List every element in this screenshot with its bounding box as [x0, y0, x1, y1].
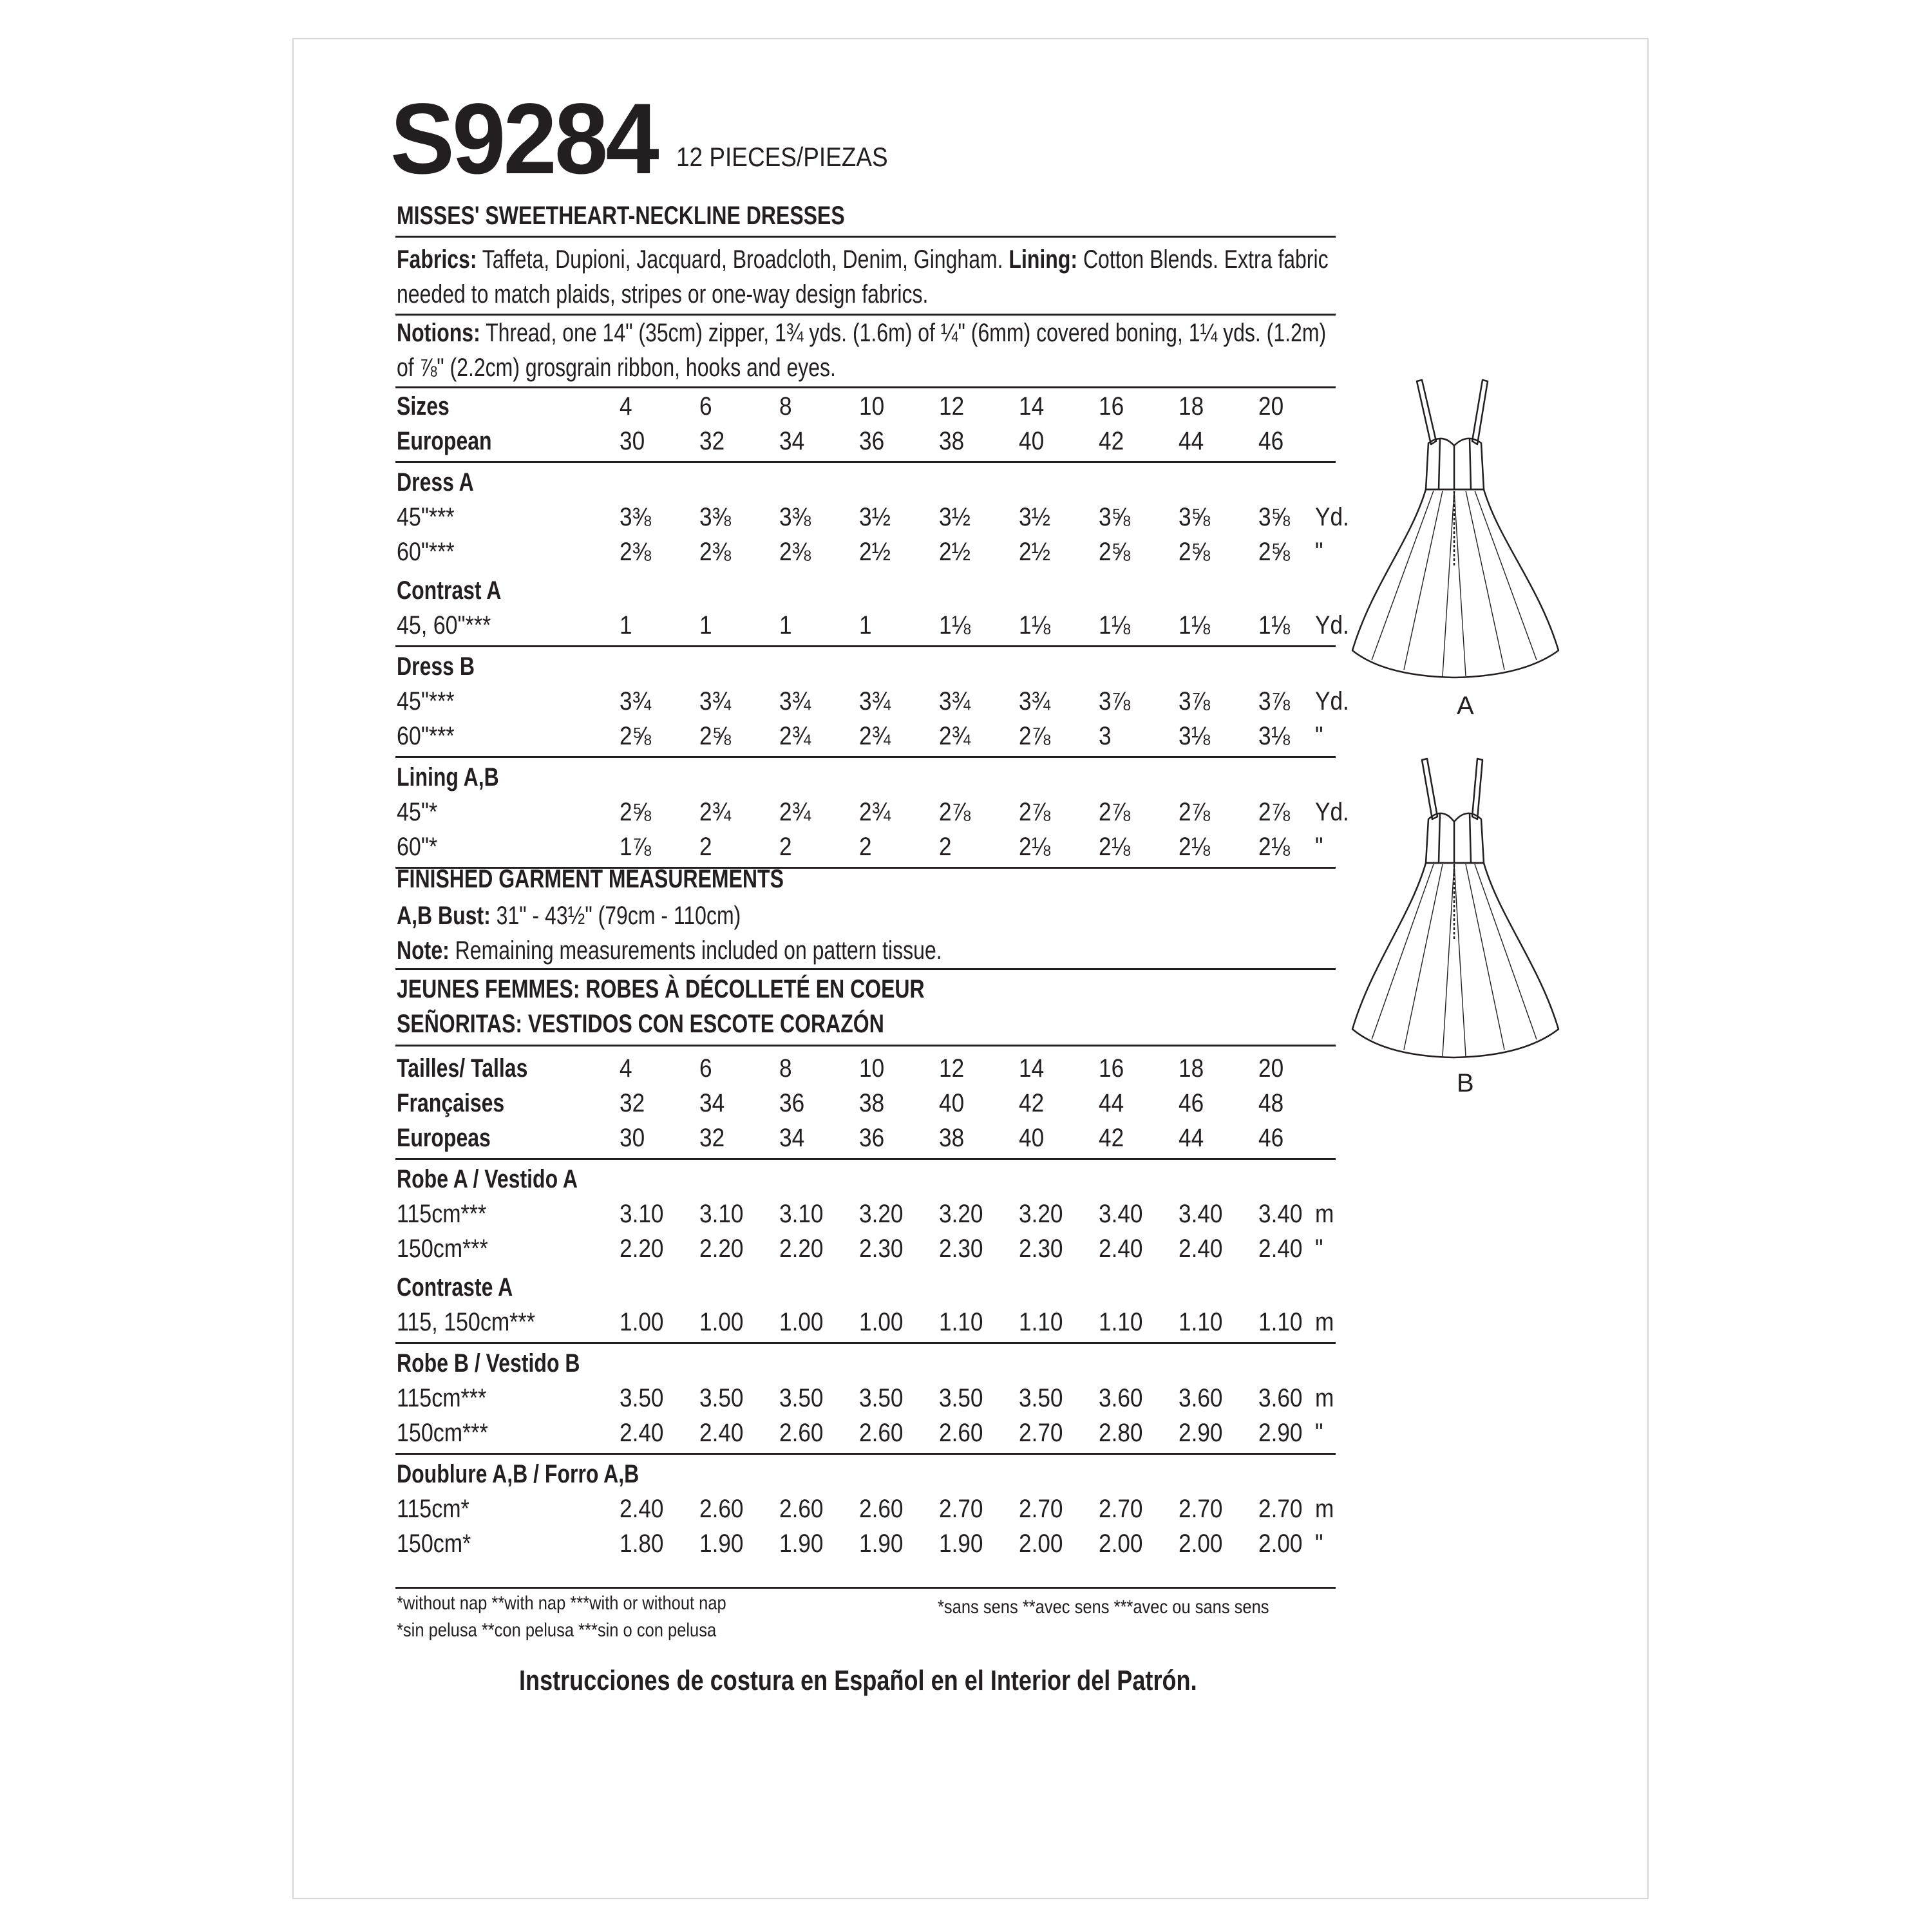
table-cell: 10: [859, 392, 885, 421]
group-title-label: Lining A,B: [397, 763, 499, 791]
unit-label: ": [1315, 1419, 1323, 1447]
divider: [395, 645, 1336, 647]
table-cell: 3⅜: [620, 503, 651, 531]
table-cell: 44: [1099, 1089, 1124, 1117]
table-cell: 2.40: [620, 1495, 664, 1523]
fabrics-paragraph: [397, 242, 1345, 312]
table-row-label: 45"*: [397, 798, 438, 826]
table-cell: 36: [859, 1124, 885, 1152]
lining-label: Lining:: [1009, 245, 1078, 274]
table-cell: 2⅞: [1099, 798, 1130, 826]
table-cell: 2⅝: [1179, 538, 1210, 566]
table-cell: 1⅛: [939, 611, 971, 639]
table-cell: 3.50: [620, 1384, 664, 1412]
table-cell: 3⅜: [699, 503, 731, 531]
table-cell: 46: [1179, 1089, 1204, 1117]
unit-label: Yd.: [1315, 611, 1349, 639]
table-cell: 2.60: [939, 1419, 983, 1447]
footnote-spanish: *sin pelusa **con pelusa ***sin o con pelusa: [397, 1620, 717, 1641]
table-cell: 1.90: [779, 1530, 824, 1558]
unit-label: m: [1315, 1495, 1334, 1523]
table-cell: 14: [1019, 392, 1045, 421]
table-row-label: 150cm***: [397, 1419, 488, 1447]
unit-label: m: [1315, 1384, 1334, 1412]
pattern-title: MISSES' SWEETHEART-NECKLINE DRESSES: [397, 202, 845, 230]
table-cell: 1.10: [1258, 1308, 1303, 1336]
table-cell: 2½: [859, 538, 891, 566]
table-row-label: 115cm***: [397, 1384, 487, 1412]
table-cell: 38: [939, 1124, 965, 1152]
table-cell: 34: [779, 1124, 805, 1152]
group-title-label: Robe B / Vestido B: [397, 1349, 580, 1378]
table-cell: 30: [620, 427, 645, 455]
table-cell: 42: [1099, 1124, 1124, 1152]
table-row: [397, 1416, 1337, 1450]
table-cell: 1.80: [620, 1530, 664, 1558]
table-cell: 12: [939, 1054, 965, 1083]
table-row: [397, 1492, 1337, 1526]
notions-paragraph: [397, 316, 1340, 385]
table-cell: 3.20: [859, 1200, 904, 1228]
table-cell: 8: [779, 1054, 792, 1083]
table-cell: 2.00: [1099, 1530, 1143, 1558]
table-cell: 36: [859, 427, 885, 455]
table-cell: 1.00: [699, 1308, 744, 1336]
table-cell: 2¾: [699, 798, 731, 826]
unit-label: Yd.: [1315, 687, 1349, 715]
spanish-instructions-note: Instrucciones de costura en Español en el Interior del Patrón.: [519, 1665, 1197, 1696]
table-row: [397, 608, 1349, 643]
divider: [395, 1587, 1336, 1589]
unit-label: m: [1315, 1308, 1334, 1336]
table-row: [397, 1381, 1337, 1416]
tailles-row: [397, 1051, 1337, 1086]
dress-view-a-illustration: [1346, 374, 1565, 683]
table-cell: 44: [1179, 427, 1204, 455]
table-cell: 1: [859, 611, 872, 639]
francaises-row-label: Françaises: [397, 1089, 505, 1117]
table-cell: 3⅝: [1258, 503, 1290, 531]
divider: [395, 1453, 1336, 1455]
table-cell: 3.10: [620, 1200, 664, 1228]
group-title: [397, 465, 1337, 500]
table-cell: 2: [779, 833, 792, 861]
table-cell: 1.10: [1099, 1308, 1143, 1336]
unit-label: ": [1315, 1235, 1323, 1263]
group-title: [397, 1270, 1337, 1305]
group-title: [397, 649, 1337, 684]
table-row-label: 45"***: [397, 687, 455, 715]
group-title: [397, 760, 1337, 795]
table-cell: 1: [620, 611, 632, 639]
table-cell: 38: [859, 1089, 885, 1117]
table-cell: 2.40: [1179, 1235, 1223, 1263]
view-a-label: A: [1457, 692, 1474, 720]
table-cell: 3⅜: [779, 503, 811, 531]
francaises-row: [397, 1086, 1337, 1121]
table-cell: 1.10: [1019, 1308, 1063, 1336]
table-cell: 4: [620, 1054, 632, 1083]
table-cell: 1.10: [1179, 1308, 1223, 1336]
table-row: [397, 535, 1337, 569]
notions-text: Thread, one 14" (35cm) zipper, 1¾ yds. (1.6m) of ¼" (6mm) covered boning, 1¼ yds. (1.2m) of ⅞" (2.2cm) grosgrain ribbon, hooks and eyes.: [397, 319, 1327, 382]
unit-label: ": [1315, 1530, 1323, 1558]
table-cell: 2.70: [1019, 1419, 1063, 1447]
table-cell: 1.00: [620, 1308, 664, 1336]
table-row-label: 115, 150cm***: [397, 1308, 535, 1336]
unit-label: Yd.: [1315, 798, 1349, 826]
fabrics-label: Fabrics:: [397, 245, 477, 274]
group-title-label: Contrast A: [397, 576, 502, 605]
table-cell: 20: [1258, 1054, 1284, 1083]
table-cell: 2.60: [779, 1495, 824, 1523]
table-cell: 2.70: [939, 1495, 983, 1523]
pattern-number: S9284: [390, 83, 657, 195]
table-cell: 3.50: [779, 1384, 824, 1412]
table-cell: 2.30: [1019, 1235, 1063, 1263]
table-row: [397, 719, 1337, 753]
table-cell: 3: [1099, 722, 1112, 750]
group-title: [397, 1457, 1337, 1492]
table-cell: 2⅛: [1258, 833, 1290, 861]
table-cell: 3⅛: [1258, 722, 1290, 750]
table-cell: 2.40: [1258, 1235, 1303, 1263]
table-cell: 2.70: [1179, 1495, 1223, 1523]
unit-label: m: [1315, 1200, 1334, 1228]
table-row-label: 115cm***: [397, 1200, 487, 1228]
table-cell: 2.70: [1099, 1495, 1143, 1523]
table-cell: 2½: [939, 538, 971, 566]
table-cell: 3¾: [939, 687, 971, 715]
measurement-note: [397, 933, 1324, 968]
table-cell: 2.60: [859, 1495, 904, 1523]
table-cell: 2¾: [939, 722, 971, 750]
table-cell: 2.40: [620, 1419, 664, 1447]
table-cell: 1.90: [859, 1530, 904, 1558]
finished-measurements-title: FINISHED GARMENT MEASUREMENTS: [397, 865, 784, 893]
table-cell: 2⅜: [620, 538, 651, 566]
table-cell: 2.70: [1019, 1495, 1063, 1523]
table-cell: 3.20: [939, 1200, 983, 1228]
table-cell: 3¾: [779, 687, 811, 715]
table-cell: 1⅛: [1258, 611, 1290, 639]
table-cell: 2⅛: [1179, 833, 1210, 861]
bust-text: 31" - 43½" (79cm - 110cm): [490, 902, 741, 930]
table-cell: 3.50: [699, 1384, 744, 1412]
table-cell: 30: [620, 1124, 645, 1152]
view-b-label: B: [1457, 1069, 1474, 1097]
table-cell: 14: [1019, 1054, 1045, 1083]
table-cell: 3.20: [1019, 1200, 1063, 1228]
note-text: Remaining measurements included on pattern tissue.: [449, 936, 942, 965]
table-cell: 3¾: [620, 687, 651, 715]
table-cell: 2¾: [779, 722, 811, 750]
table-cell: 10: [859, 1054, 885, 1083]
table-cell: 2: [699, 833, 712, 861]
europeas-row-label: Europeas: [397, 1124, 491, 1152]
table-row-label: 45, 60"***: [397, 611, 491, 639]
table-cell: 2: [859, 833, 872, 861]
divider: [395, 461, 1336, 463]
french-title: JEUNES FEMMES: ROBES À DÉCOLLETÉ EN COEUR: [397, 975, 925, 1003]
table-cell: 2⅝: [699, 722, 731, 750]
table-cell: 1.90: [939, 1530, 983, 1558]
table-cell: 2.30: [859, 1235, 904, 1263]
divider: [395, 756, 1336, 758]
note-label: Note:: [397, 936, 450, 965]
footnote-french: *sans sens **avec sens ***avec ou sans sens: [938, 1596, 1269, 1618]
table-row: [397, 795, 1349, 829]
table-cell: 42: [1099, 427, 1124, 455]
table-cell: 3⅞: [1258, 687, 1290, 715]
table-cell: 2.30: [939, 1235, 983, 1263]
table-cell: 2⅝: [1258, 538, 1290, 566]
table-cell: 6: [699, 392, 712, 421]
table-cell: 16: [1099, 392, 1124, 421]
table-cell: 44: [1179, 1124, 1204, 1152]
table-row: [397, 1305, 1337, 1340]
table-cell: 3¾: [699, 687, 731, 715]
piece-count: 12 PIECES/PIEZAS: [676, 142, 888, 172]
table-cell: 2⅞: [939, 798, 971, 826]
table-row-label: 45"***: [397, 503, 455, 531]
table-cell: 3.60: [1258, 1384, 1303, 1412]
dress-view-b-illustration: [1346, 752, 1565, 1061]
table-cell: 2.90: [1179, 1419, 1223, 1447]
table-cell: 2⅝: [1099, 538, 1130, 566]
european-row-label: European: [397, 427, 492, 455]
table-row-label: 115cm*: [397, 1495, 469, 1523]
table-row: [397, 500, 1349, 535]
table-cell: 48: [1258, 1089, 1284, 1117]
table-cell: 3.10: [779, 1200, 824, 1228]
table-cell: 2.90: [1258, 1419, 1303, 1447]
table-cell: 3⅝: [1099, 503, 1130, 531]
table-cell: 6: [699, 1054, 712, 1083]
table-cell: 40: [939, 1089, 965, 1117]
table-row-label: 60"***: [397, 722, 455, 750]
table-cell: 2.40: [1099, 1235, 1143, 1263]
table-row: [397, 1526, 1337, 1561]
lining-text: Cotton Blends. Extra fabric needed to match plaids, stripes or one-way design fabrics.: [397, 245, 1329, 308]
table-cell: 2.00: [1258, 1530, 1303, 1558]
table-cell: 2¾: [779, 798, 811, 826]
table-cell: 1⅛: [1179, 611, 1210, 639]
unit-label: ": [1315, 538, 1323, 566]
table-cell: 3⅞: [1099, 687, 1130, 715]
table-cell: 2.20: [620, 1235, 664, 1263]
table-row: [397, 1197, 1337, 1231]
table-cell: 1⅞: [620, 833, 651, 861]
table-cell: 2.70: [1258, 1495, 1303, 1523]
table-cell: 1⅛: [1019, 611, 1050, 639]
table-cell: 3.60: [1099, 1384, 1143, 1412]
table-cell: 3.50: [1019, 1384, 1063, 1412]
table-cell: 2: [939, 833, 952, 861]
bust-label: A,B Bust:: [397, 902, 491, 930]
table-row-label: 150cm***: [397, 1235, 488, 1263]
table-cell: 34: [779, 427, 805, 455]
table-cell: 3⅛: [1179, 722, 1210, 750]
table-cell: 2.00: [1019, 1530, 1063, 1558]
group-title-label: Dress B: [397, 652, 475, 681]
unit-label: Yd.: [1315, 503, 1349, 531]
table-cell: 3¾: [859, 687, 891, 715]
table-row-label: 60"***: [397, 538, 455, 566]
table-cell: 38: [939, 427, 965, 455]
table-cell: 1: [699, 611, 712, 639]
table-cell: 18: [1179, 392, 1204, 421]
table-cell: 2⅝: [620, 722, 651, 750]
divider: [395, 1342, 1336, 1344]
unit-label: ": [1315, 833, 1323, 861]
table-cell: 34: [699, 1089, 725, 1117]
table-cell: 46: [1258, 427, 1284, 455]
table-cell: 1.90: [699, 1530, 744, 1558]
table-cell: 2.20: [699, 1235, 744, 1263]
table-cell: 2.40: [699, 1419, 744, 1447]
table-cell: 3⅝: [1179, 503, 1210, 531]
divider: [395, 1158, 1336, 1160]
divider: [395, 386, 1336, 388]
table-cell: 20: [1258, 392, 1284, 421]
group-title: [397, 1346, 1337, 1381]
european-row: [397, 424, 1337, 459]
table-cell: 2¾: [859, 798, 891, 826]
table-cell: 46: [1258, 1124, 1284, 1152]
unit-label: ": [1315, 722, 1323, 750]
table-cell: 3.50: [859, 1384, 904, 1412]
bust-measurement: [397, 898, 1324, 933]
table-cell: 2⅛: [1099, 833, 1130, 861]
table-cell: 3.50: [939, 1384, 983, 1412]
table-row-label: 150cm*: [397, 1530, 471, 1558]
table-cell: 40: [1019, 1124, 1045, 1152]
table-cell: 1: [779, 611, 792, 639]
table-cell: 2.60: [859, 1419, 904, 1447]
group-title: [397, 1162, 1337, 1197]
divider: [395, 968, 1336, 970]
table-cell: 32: [620, 1089, 645, 1117]
table-cell: 2.60: [779, 1419, 824, 1447]
table-cell: 2.60: [699, 1495, 744, 1523]
group-title-label: Contraste A: [397, 1273, 513, 1302]
table-cell: 1.10: [939, 1308, 983, 1336]
table-cell: 1.00: [859, 1308, 904, 1336]
table-cell: 2⅞: [1019, 722, 1050, 750]
europeas-row: [397, 1121, 1337, 1155]
table-cell: 2⅞: [1019, 798, 1050, 826]
table-row: [397, 1231, 1337, 1266]
table-cell: 2½: [1019, 538, 1050, 566]
footnote-english: *without nap **with nap ***with or without nap: [397, 1593, 726, 1614]
table-cell: 18: [1179, 1054, 1204, 1083]
table-cell: 1⅛: [1099, 611, 1130, 639]
table-cell: 40: [1019, 427, 1045, 455]
table-cell: 3¾: [1019, 687, 1050, 715]
fabrics-text: Taffeta, Dupioni, Jacquard, Broadcloth, Denim, Gingham.: [477, 245, 1009, 274]
table-cell: 2¾: [859, 722, 891, 750]
tailles-row-label: Tailles/ Tallas: [397, 1054, 528, 1083]
table-cell: 42: [1019, 1089, 1045, 1117]
table-cell: 32: [699, 1124, 725, 1152]
table-cell: 36: [779, 1089, 805, 1117]
group-title-label: Doublure A,B / Forro A,B: [397, 1460, 639, 1488]
table-row: [397, 684, 1349, 719]
table-cell: 2.80: [1099, 1419, 1143, 1447]
sizes-row-label: Sizes: [397, 392, 450, 421]
group-title-label: Robe A / Vestido A: [397, 1165, 578, 1193]
spanish-title: SEÑORITAS: VESTIDOS CON ESCOTE CORAZÓN: [397, 1010, 884, 1038]
table-cell: 3½: [859, 503, 891, 531]
table-cell: 2⅞: [1258, 798, 1290, 826]
divider: [395, 236, 1336, 238]
table-row: [397, 829, 1337, 864]
table-cell: 3.40: [1258, 1200, 1303, 1228]
table-cell: 2⅞: [1179, 798, 1210, 826]
table-cell: 3½: [1019, 503, 1050, 531]
table-cell: 2⅝: [620, 798, 651, 826]
table-cell: 2⅜: [779, 538, 811, 566]
table-cell: 16: [1099, 1054, 1124, 1083]
group-title-label: Dress A: [397, 468, 474, 497]
table-cell: 1.00: [779, 1308, 824, 1336]
table-cell: 3½: [939, 503, 971, 531]
table-row-label: 60"*: [397, 833, 438, 861]
table-cell: 3.10: [699, 1200, 744, 1228]
table-cell: 2⅜: [699, 538, 731, 566]
table-cell: 4: [620, 392, 632, 421]
table-cell: 3⅞: [1179, 687, 1210, 715]
table-cell: 2.00: [1179, 1530, 1223, 1558]
sizes-row: [397, 389, 1337, 424]
table-cell: 3.40: [1099, 1200, 1143, 1228]
table-cell: 32: [699, 427, 725, 455]
divider: [395, 1045, 1336, 1046]
table-cell: 3.40: [1179, 1200, 1223, 1228]
group-title: [397, 573, 1337, 608]
table-cell: 2.20: [779, 1235, 824, 1263]
table-cell: 12: [939, 392, 965, 421]
table-cell: 3.60: [1179, 1384, 1223, 1412]
table-cell: 8: [779, 392, 792, 421]
notions-label: Notions:: [397, 319, 480, 347]
table-cell: 2⅛: [1019, 833, 1050, 861]
